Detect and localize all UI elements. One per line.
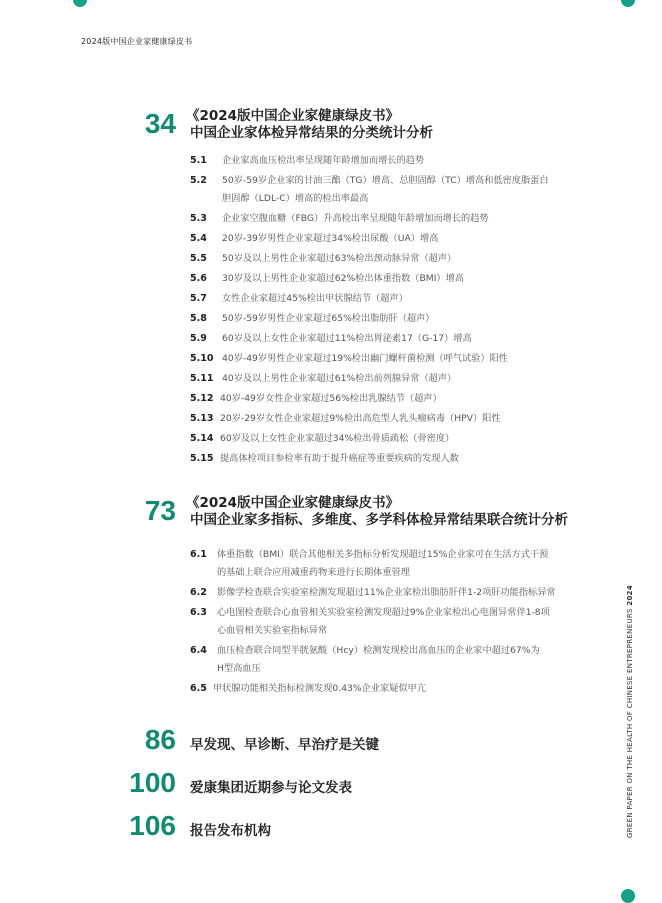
toc-item[interactable]: 5.11 40岁及以上男性企业家超过61%检出前列腺异常（超声） — [190, 373, 457, 384]
section-page-number[interactable]: 73 — [144, 495, 176, 526]
toc-item[interactable]: 5.10 40岁-49岁男性企业家超过19%检出幽门螺杆菌检测（呼气试验）阳性 — [190, 353, 508, 364]
chapter-title: 报告发布机构 — [190, 823, 271, 839]
chapter-page-number: 86 — [144, 724, 176, 755]
chapter-page-number: 100 — [129, 767, 176, 798]
side-publication-label — [626, 585, 634, 838]
chapter-title: 爱康集团近期参与论文发表 — [190, 780, 352, 796]
toc-item[interactable]: 5.2 50岁-59岁企业家的甘油三酯（TG）增高、总胆固醇（TC）增高和低密度脂蛋白 胆固醇（LDL-C）增高的检出率最高 — [190, 175, 549, 204]
toc-item[interactable]: 6.4 血压检查联合同型半胱氨酸（Hcy）检测发现检出高血压的企业家中超过67%为 H型高血压 — [190, 645, 540, 674]
corner-dot-bottom-right — [621, 889, 635, 903]
toc-item[interactable]: 6.5 甲状腺功能相关指标检测发现0.43%企业家疑似甲亢 — [190, 683, 426, 694]
toc-item[interactable]: 5.4 20岁-39岁男性企业家超过34%检出尿酸（UA）增高 — [190, 233, 439, 244]
corner-dot-top-right — [621, 0, 635, 7]
toc-item[interactable]: 6.3 心电图检查联合心血管相关实验室检测发现超过9%企业家检出心电图异常伴1-8项 心血管相关实验室指标异常 — [190, 607, 550, 636]
section-title-line2[interactable]: 中国企业家多指标、多维度、多学科体检异常结果联合统计分析 — [190, 512, 568, 528]
chapter-title: 早发现、早诊断、早治疗是关键 — [190, 737, 379, 753]
side-publication-year: 2024 — [626, 585, 634, 606]
toc-item[interactable]: 6.1 体重指数（BMI）联合其他相关多指标分析发现超过15%企业家可在生活方式干预 的基础上联合应用减重药物来进行长期体重管理 — [190, 549, 549, 578]
section-title-line1[interactable]: 《2024版中国企业家健康绿皮书》 — [186, 495, 400, 511]
toc-item[interactable]: 5.5 50岁及以上男性企业家超过63%检出颈动脉异常（超声） — [190, 253, 457, 264]
toc-item[interactable]: 5.3 企业家空腹血糖（FBG）升高检出率呈现随年龄增加而增长的趋势 — [190, 213, 489, 224]
toc-item[interactable]: 5.8 50岁-59岁男性企业家超过65%检出脂肪肝（超声） — [190, 313, 435, 324]
toc-chapter-100[interactable] — [0, 767, 662, 803]
toc-items-section-6 — [190, 545, 610, 699]
toc-item[interactable]: 5.9 60岁及以上女性企业家超过11%检出胃泌素17（G-17）增高 — [190, 333, 472, 344]
running-head: 2024版中国企业家健康绿皮书 — [81, 37, 193, 46]
toc-item[interactable]: 5.7 女性企业家超过45%检出甲状腺结节（超声） — [190, 293, 408, 304]
section-title-line1[interactable]: 《2024版中国企业家健康绿皮书》 — [186, 108, 400, 124]
toc-chapter-86[interactable] — [0, 724, 662, 760]
corner-dot-top-left — [73, 0, 87, 7]
section-title-line2[interactable]: 中国企业家体检异常结果的分类统计分析 — [190, 125, 433, 141]
side-publication-text: GREEN PAPER ON THE HEALTH OF CHINESE ENTREPRENEURS — [626, 608, 634, 838]
section-page-number[interactable]: 34 — [144, 108, 176, 139]
toc-chapter-106[interactable] — [0, 810, 662, 846]
toc-item[interactable]: 5.15 提高体检项目参检率有助于提升癌症等重要疾病的发现人数 — [190, 453, 459, 464]
toc-item[interactable]: 5.13 20岁-29岁女性企业家超过9%检出高危型人乳头瘤病毒（HPV）阳性 — [190, 413, 501, 424]
toc-item[interactable]: 5.1 企业家高血压检出率呈现随年龄增加而增长的趋势 — [190, 155, 425, 166]
toc-item[interactable]: 6.2 影像学检查联合实验室检测发现超过11%企业家检出脂肪肝伴1-2项肝功能指标异常 — [190, 587, 556, 598]
chapter-page-number: 106 — [129, 810, 176, 841]
toc-item[interactable]: 5.12 40岁-49岁女性企业家超过56%检出乳腺结节（超声） — [190, 393, 442, 404]
toc-item[interactable]: 5.6 30岁及以上男性企业家超过62%检出体重指数（BMI）增高 — [190, 273, 464, 284]
toc-items-section-5 — [190, 151, 610, 469]
toc-item[interactable]: 5.14 60岁及以上女性企业家超过34%检出骨质疏松（骨密度） — [190, 433, 455, 444]
